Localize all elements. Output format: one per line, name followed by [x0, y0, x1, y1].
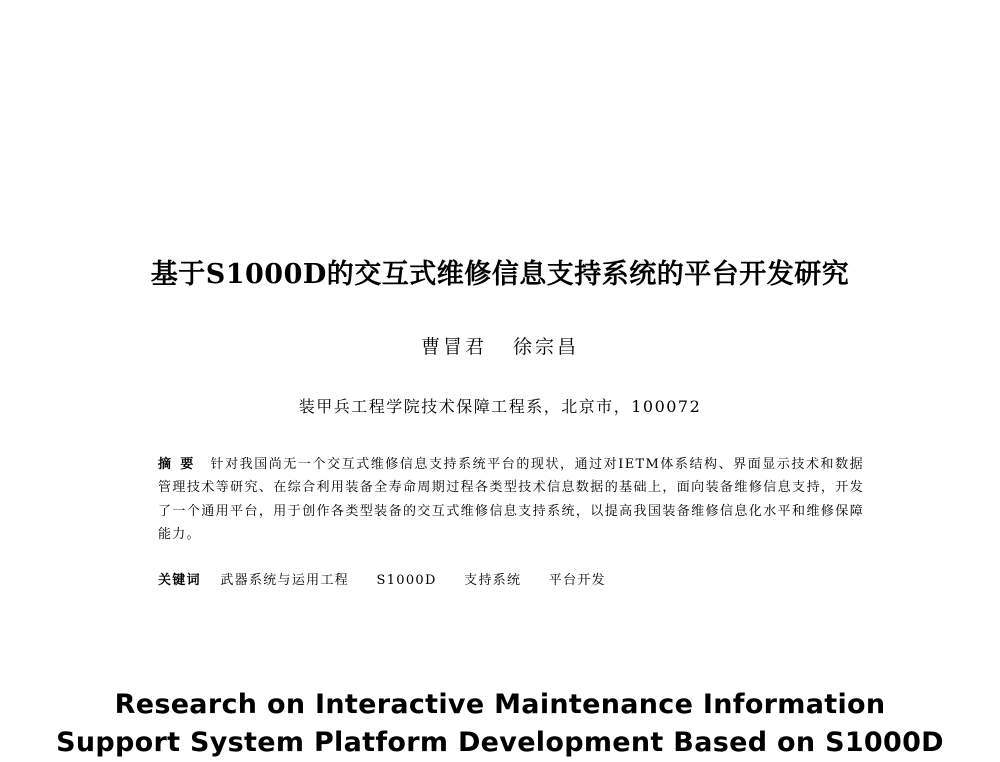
- keywords: [158, 569, 864, 588]
- affiliation: 装甲兵工程学院技术保障工程系，北京市，100072: [298, 397, 702, 416]
- author-name: 曹冒君: [420, 336, 487, 358]
- keyword: S1000D: [376, 573, 437, 588]
- english-title-line: Support System Platform Development Based on S1000D: [56, 727, 944, 758]
- abstract: [158, 453, 864, 546]
- keyword: 武器系统与运用工程: [220, 573, 350, 588]
- author-name: 徐宗昌: [513, 336, 580, 358]
- english-title: [0, 686, 1000, 762]
- chinese-title: 基于S1000D的交互式维修信息支持系统的平台开发研究: [150, 259, 850, 290]
- author-line: [0, 332, 1000, 359]
- abstract-label: 摘要: [158, 457, 203, 472]
- keyword: 支持系统: [464, 573, 522, 588]
- abstract-text: 针对我国尚无一个交互式维修信息支持系统平台的现状，通过对IETM体系结构、界面显示技术和数据管理技术等研究、在综合利用装备全寿命周期过程各类型技术信息数据的基础上，面向装备维修信息支持，开发了一个通用平台，用于创作各类型装备的交互式维修信息支持系统，以提高我国装备维修信息化水平和维修保障能力。: [158, 457, 864, 542]
- keywords-label: 关键词: [158, 573, 201, 588]
- keyword: 平台开发: [548, 573, 606, 588]
- english-title-line: Research on Interactive Maintenance Information: [114, 689, 886, 720]
